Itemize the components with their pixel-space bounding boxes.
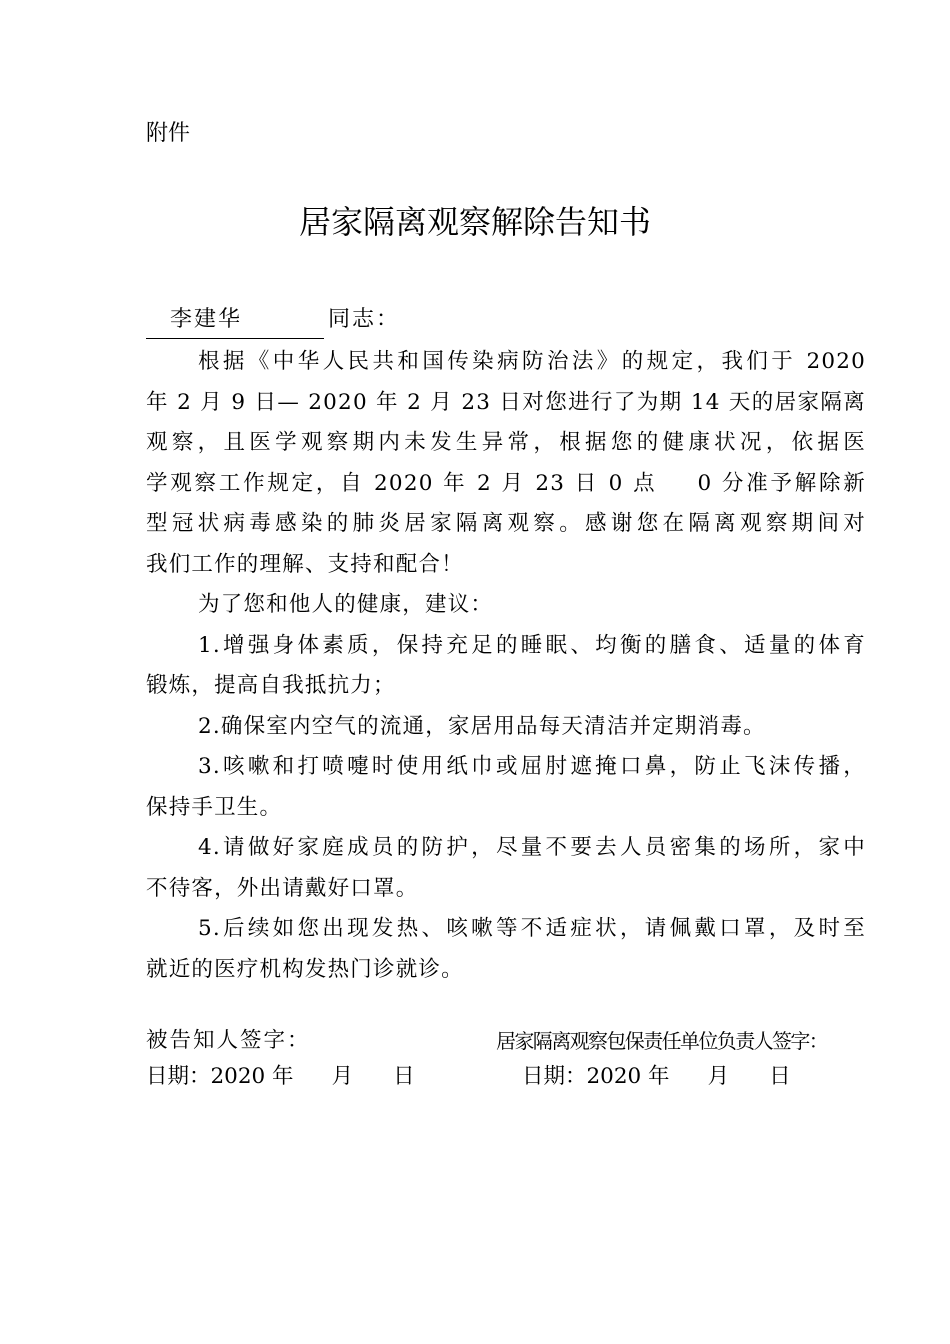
document-body	[146, 342, 866, 990]
body-line: 根据《中华人民共和国传染病防治法》的规定，我们于 2020	[198, 349, 866, 374]
day-label: 日	[769, 1064, 791, 1089]
advice-item-4-cont: 不待客，外出请戴好口罩。	[146, 875, 419, 901]
advice-intro: 为了您和他人的健康，建议：	[198, 592, 494, 617]
body-line-part: 0 分准予解除新	[697, 470, 866, 496]
body-line-part: 学观察工作规定，自 2020 年 2 月 23 日 0 点	[146, 470, 658, 496]
notified-person-signature-label: 被告知人签字：	[146, 1028, 311, 1053]
month-label: 月	[707, 1064, 730, 1089]
body-line: 我们工作的理解、支持和配合！	[146, 551, 464, 577]
body-line	[146, 464, 866, 505]
advice-item-2: 2.确保室内空气的流通，家居用品每天清洁并定期消毒。	[198, 713, 766, 739]
day-label: 日	[393, 1064, 415, 1089]
advice-item-3-cont: 保持手卫生。	[146, 794, 283, 820]
advice-item-5-cont: 就近的医疗机构发热门诊就诊。	[146, 956, 464, 982]
salutation-suffix: 同志：	[328, 307, 401, 332]
body-line: 年 2 月 9 日— 2020 年 2 月 23 日对您进行了为期 14 天的居家隔离	[146, 389, 866, 415]
advice-item-5: 5.后续如您出现发热、咳嗽等不适症状，请佩戴口罩，及时至	[198, 916, 866, 941]
salutation	[146, 302, 400, 339]
advice-item-4: 4.请做好家庭成员的防护，尽量不要去人员密集的场所，家中	[198, 835, 866, 860]
advice-item-1-cont: 锻炼，提高自我抵抗力；	[146, 673, 396, 698]
body-line: 型冠状病毒感染的肺炎居家隔离观察。感谢您在隔离观察期间对	[146, 511, 866, 536]
document-title: 居家隔离观察解除告知书	[298, 203, 651, 241]
advice-item-1: 1.增强身体素质，保持充足的睡眠、均衡的膳食、适量的体育	[198, 632, 866, 658]
left-date-field	[146, 1060, 415, 1094]
date-label: 日期：2020 年	[522, 1064, 670, 1089]
date-label: 日期：2020 年	[146, 1064, 294, 1089]
body-line: 观察，且医学观察期内未发生异常，根据您的健康状况，依据医	[146, 430, 866, 455]
recipient-name: 李建华	[146, 302, 324, 339]
responsible-unit-signature-label: 居家隔离观察包保责任单位负责人签字：	[496, 1029, 828, 1053]
advice-item-3: 3.咳嗽和打喷嚏时使用纸巾或屈肘遮掩口鼻，防止飞沫传播，	[198, 754, 866, 779]
right-date-field	[522, 1060, 791, 1094]
attachment-label: 附件	[146, 121, 191, 146]
month-label: 月	[331, 1064, 354, 1089]
